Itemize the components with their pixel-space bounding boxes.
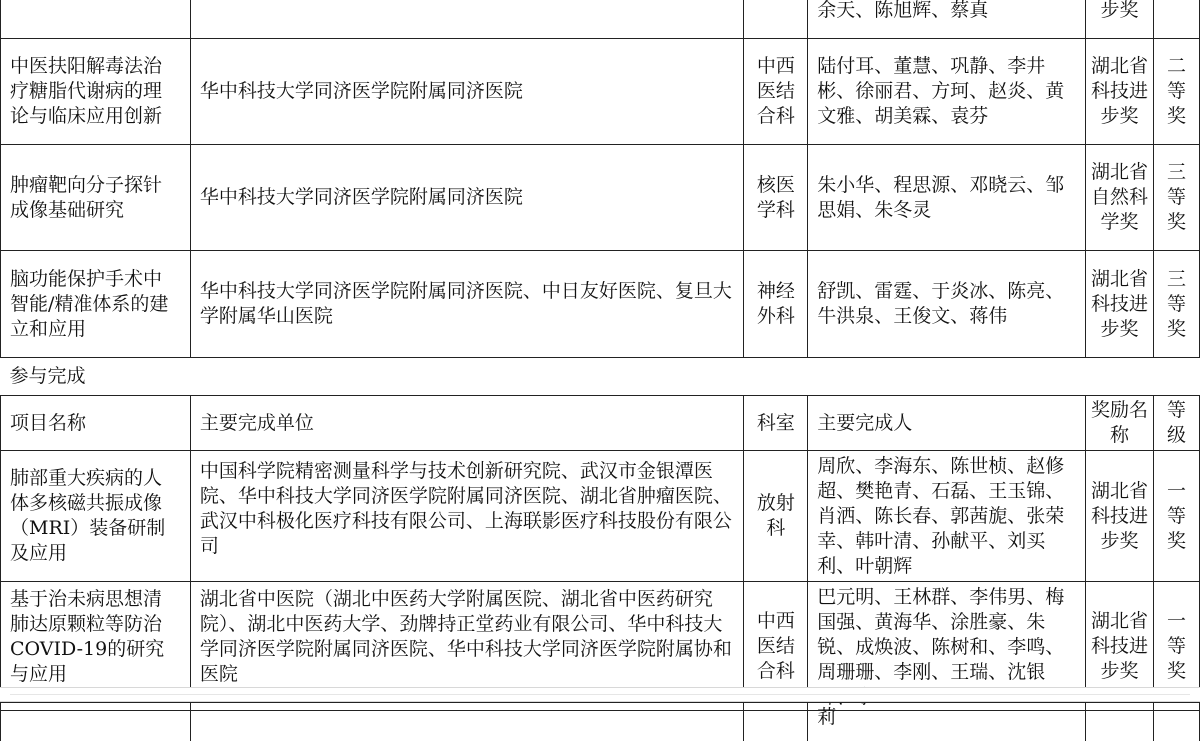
grade-cell: 一等奖 xyxy=(1154,451,1200,582)
dept-cell: 中西医结合科 xyxy=(744,582,808,711)
award-cell: 湖北省科技进步奖 xyxy=(1086,582,1154,711)
dept-cell: 放射科 xyxy=(744,451,808,582)
unit-cell xyxy=(190,703,743,741)
people-cell: 舒凯、雷霆、于炎冰、陈亮、牛洪泉、王俊文、蒋伟 xyxy=(808,251,1086,358)
award-cell: 湖北省科技进步奖 xyxy=(1086,39,1154,145)
unit-cell: 湖北省中医院（湖北中医药大学附属医院、湖北省中医药研究院）、湖北中医药大学、劲牌持正堂药业有限公司、华中科技大学同济医学院附属同济医院、华中科技大学同济医学院附属协和医院 xyxy=(190,582,743,711)
page-break-gap xyxy=(0,687,1200,702)
project-cell: 脑功能保护手术中智能/精准体系的建立和应用 xyxy=(1,251,191,358)
grade-cell: 三等奖 xyxy=(1154,251,1200,358)
award-cell: 湖北省自然科学奖 xyxy=(1086,145,1154,251)
award-cell xyxy=(1086,703,1154,741)
header-row xyxy=(1,396,1200,451)
section-row xyxy=(1,358,1200,396)
people-cell: 巴元明、王林群、李伟男、梅国强、黄海华、涂胜豪、朱锐、成焕波、陈树和、李鸣、周珊珊、李刚、王瑞、沈银 xyxy=(808,582,1086,711)
header-award: 奖励名称 xyxy=(1086,396,1154,451)
project-cell: 基于治未病思想清肺达原颗粒等防治COVID-19的研究与应用 xyxy=(1,582,191,711)
table-row xyxy=(1,703,1200,741)
table-row xyxy=(1,451,1200,582)
people-cell: 陆付耳、董慧、巩静、李井彬、徐丽君、方珂、赵炎、黄文雅、胡美霖、袁芬 xyxy=(808,39,1086,145)
project-cell xyxy=(1,0,191,39)
unit-cell: 中国科学院精密测量科学与技术创新研究院、武汉市金银潭医院、华中科技大学同济医学院附属同济医院、湖北省肿瘤医院、武汉中科极化医疗科技有限公司、上海联影医疗科技股份有限公司 xyxy=(190,451,743,582)
people-cell: 余天、陈旭辉、蔡真 xyxy=(808,0,1086,39)
award-cell: 湖北省科技进步奖 xyxy=(1086,251,1154,358)
grade-cell: 二等奖 xyxy=(1154,39,1200,145)
people-cell: 周欣、李海东、陈世桢、赵修超、樊艳青、石磊、王玉锦、肖洒、陈长春、郭茜旎、张荣幸、韩叶清、孙献平、刘买利、叶朝辉 xyxy=(808,451,1086,582)
header-unit: 主要完成单位 xyxy=(190,396,743,451)
project-cell: 中医扶阳解毒法治疗糖脂代谢病的理论与临床应用创新 xyxy=(1,39,191,145)
unit-cell xyxy=(190,0,743,39)
award-cell: 步奖 xyxy=(1086,0,1154,39)
project-cell: 肺部重大疾病的人体多核磁共振成像（MRI）装备研制及应用 xyxy=(1,451,191,582)
header-dept: 科室 xyxy=(744,396,808,451)
unit-cell: 华中科技大学同济医学院附属同济医院 xyxy=(190,145,743,251)
header-people: 主要完成人 xyxy=(808,396,1086,451)
table-row xyxy=(1,0,1200,39)
award-cell: 湖北省科技进步奖 xyxy=(1086,451,1154,582)
dept-cell: 中西医结合科 xyxy=(744,39,808,145)
section-title: 参与完成 xyxy=(1,358,1200,396)
unit-cell: 华中科技大学同济医学院附属同济医院 xyxy=(190,39,743,145)
project-cell xyxy=(1,703,191,741)
people-cell: 朱小华、程思源、邓晓云、邹思娟、朱冬灵 xyxy=(808,145,1086,251)
dept-cell xyxy=(744,0,808,39)
unit-cell: 华中科技大学同济医学院附属同济医院、中日友好医院、复旦大学附属华山医院 xyxy=(190,251,743,358)
grade-cell: 三等奖 xyxy=(1154,145,1200,251)
people-cell: 莉 xyxy=(808,703,1086,741)
header-project: 项目名称 xyxy=(1,396,191,451)
grade-cell xyxy=(1154,0,1200,39)
table-row xyxy=(1,251,1200,358)
grade-cell xyxy=(1153,703,1199,741)
project-cell: 肿瘤靶向分子探针成像基础研究 xyxy=(1,145,191,251)
grade-cell: 一等奖 xyxy=(1154,582,1200,711)
dept-cell: 核医学科 xyxy=(744,145,808,251)
dept-cell: 神经外科 xyxy=(744,251,808,358)
awards-table-continued xyxy=(0,702,1200,741)
table-row xyxy=(1,145,1200,251)
dept-cell xyxy=(744,703,808,741)
table-row xyxy=(1,39,1200,145)
header-grade: 等级 xyxy=(1154,396,1200,451)
